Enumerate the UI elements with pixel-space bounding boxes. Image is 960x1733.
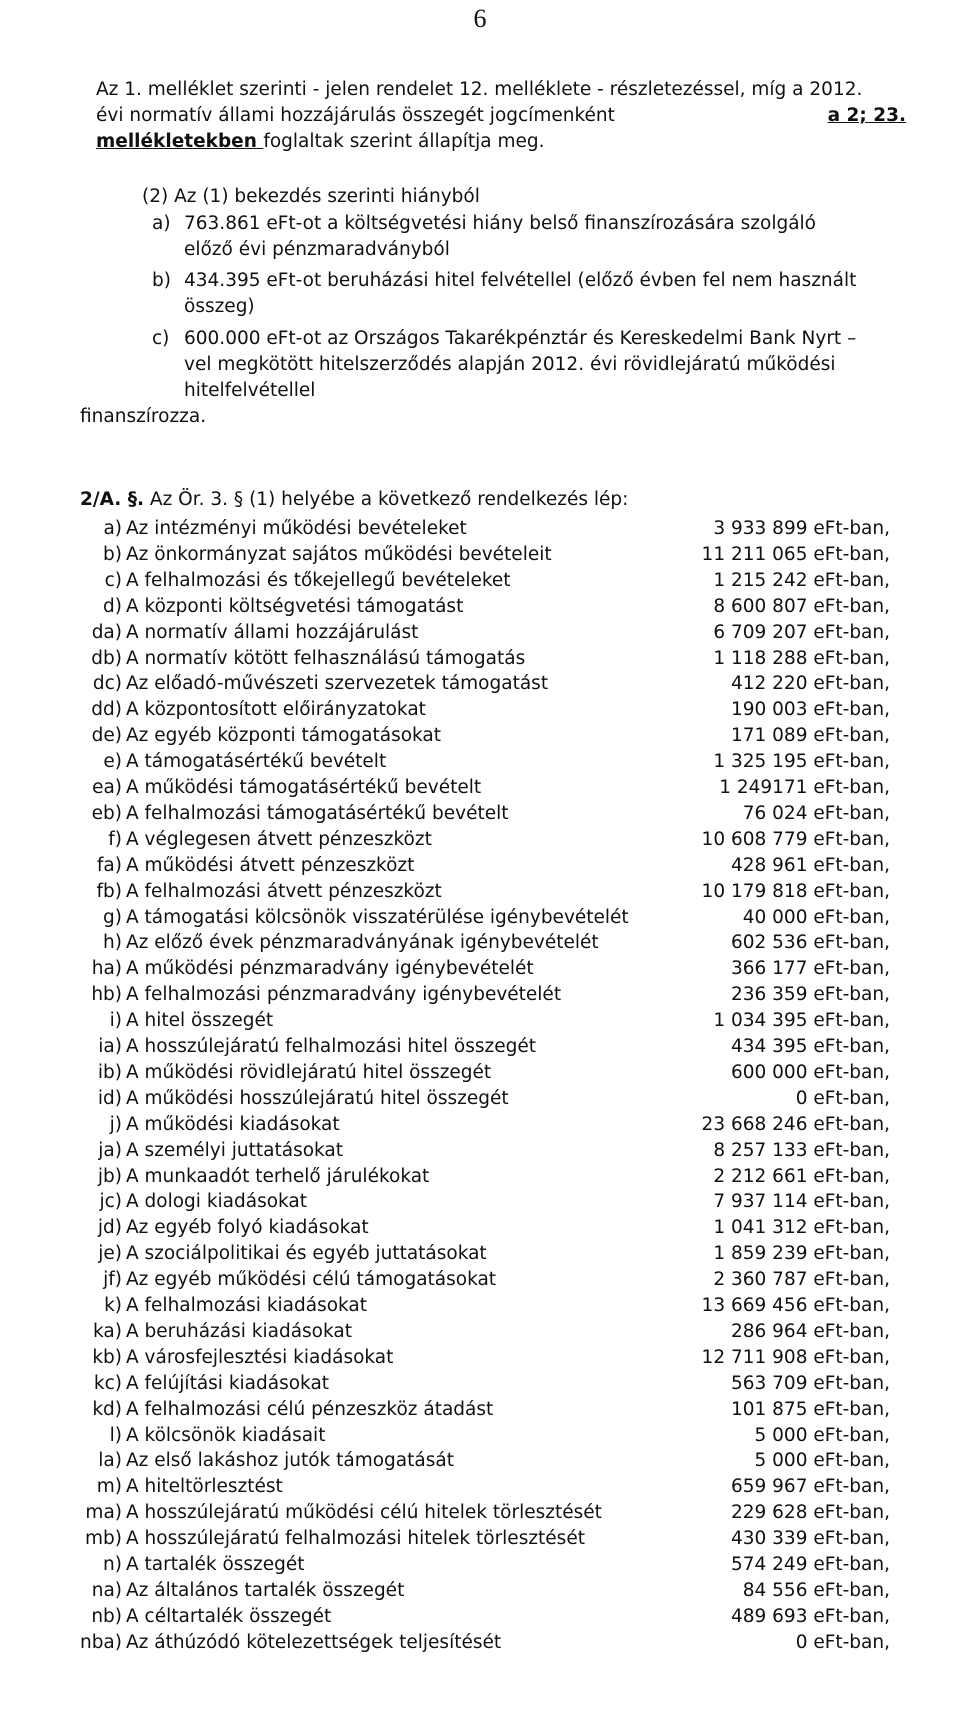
item-value: 1 249171 eFt-ban, [719, 777, 890, 798]
list-item [0, 775, 960, 801]
para2-b-label: b) [152, 270, 171, 291]
item-text: A hiteltörlesztést [126, 1476, 283, 1498]
item-text: A hosszúlejáratú felhalmozási hitel összegét [126, 1036, 536, 1057]
list-item [0, 594, 960, 620]
item-value: 0 eFt-ban, [795, 1087, 890, 1109]
item-label: dd) [91, 699, 122, 721]
item-label: kc) [93, 1372, 122, 1394]
item-text: A működési átvett pénzeszközt [126, 854, 415, 876]
item-label: j) [109, 1113, 122, 1135]
item-label: da) [91, 621, 122, 643]
item-text: A kölcsönök kiadásait [126, 1424, 326, 1446]
item-label: k) [104, 1295, 122, 1316]
item-value: 11 211 065 eFt-ban, [701, 543, 890, 565]
list-item [0, 1112, 960, 1138]
item-value: 40 000 eFt-ban, [742, 906, 890, 928]
item-value: 563 709 eFt-ban, [730, 1372, 890, 1394]
para2-b-line2: összeg) [184, 296, 255, 317]
intro-line-3 [96, 129, 545, 155]
item-value: 190 003 eFt-ban, [730, 699, 890, 721]
list-item [0, 1552, 960, 1578]
item-value: 76 024 eFt-ban, [742, 802, 890, 824]
para2-heading: (2) Az (1) bekezdés szerinti hiányból [142, 186, 480, 207]
item-label: fb) [96, 880, 122, 902]
item-text: A felhalmozási támogatásértékű bevételt [126, 802, 509, 824]
list-item [0, 1267, 960, 1293]
item-value: 412 220 eFt-ban, [730, 673, 890, 695]
item-label: la) [98, 1450, 122, 1472]
item-value: 430 339 eFt-ban, [730, 1528, 890, 1550]
item-text: A normatív kötött felhasználású támogatás [126, 647, 526, 669]
item-text: Az első lakáshoz jutók támogatását [126, 1450, 454, 1472]
item-label: db) [91, 647, 122, 669]
item-label: jc) [99, 1191, 122, 1213]
item-label: fa) [96, 854, 122, 876]
list-item [0, 646, 960, 672]
item-value: 434 395 eFt-ban, [730, 1036, 890, 1057]
list-item [0, 879, 960, 905]
item-text: A támogatási kölcsönök visszatérülése igénybevételét [126, 906, 629, 928]
item-text: A központosított előirányzatokat [126, 699, 426, 721]
item-value: 428 961 eFt-ban, [730, 854, 890, 876]
list-item [0, 1319, 960, 1345]
item-value: 23 668 246 eFt-ban, [701, 1113, 890, 1135]
item-label: ka) [93, 1320, 122, 1342]
item-value: 12 711 908 eFt-ban, [701, 1346, 890, 1368]
item-value: 13 669 456 eFt-ban, [701, 1295, 890, 1316]
item-text: A felhalmozási célú pénzeszköz átadást [126, 1398, 494, 1420]
item-label: g) [103, 906, 122, 928]
item-value: 8 600 807 eFt-ban, [713, 595, 890, 617]
item-text: A felhalmozási kiadásokat [126, 1295, 368, 1316]
item-text: A működési kiadásokat [126, 1113, 340, 1135]
list-item [0, 1293, 960, 1319]
item-value: 659 967 eFt-ban, [730, 1476, 890, 1498]
item-text: Az általános tartalék összegét [126, 1579, 405, 1601]
item-value: 101 875 eFt-ban, [730, 1398, 890, 1420]
item-label: ia) [98, 1036, 122, 1057]
item-value: 286 964 eFt-ban, [730, 1320, 890, 1342]
item-label: mb) [85, 1528, 122, 1550]
para2-a-label: a) [152, 213, 171, 234]
item-text: A céltartalék összegét [126, 1605, 332, 1627]
item-label: nb) [91, 1605, 122, 1627]
item-label: d) [103, 595, 122, 617]
item-value: 1 034 395 eFt-ban, [713, 1010, 890, 1032]
list-item [0, 1397, 960, 1423]
item-text: A városfejlesztési kiadásokat [126, 1346, 394, 1368]
list-item [0, 516, 960, 542]
item-label: a) [103, 518, 122, 539]
list-item [0, 1164, 960, 1190]
item-value: 602 536 eFt-ban, [730, 932, 890, 954]
item-value: 600 000 eFt-ban, [730, 1061, 890, 1083]
list-item [0, 853, 960, 879]
item-value: 7 937 114 eFt-ban, [713, 1191, 890, 1213]
list-item [0, 1578, 960, 1604]
item-label: ea) [92, 777, 122, 798]
item-text: A hosszúlejáratú felhalmozási hitelek törlesztését [126, 1528, 585, 1550]
item-label: kb) [92, 1346, 122, 1368]
list-item [0, 1604, 960, 1630]
item-label: de) [91, 725, 122, 747]
item-text: A hitel összegét [126, 1010, 274, 1032]
list-item [0, 1345, 960, 1371]
item-value: 84 556 eFt-ban, [742, 1579, 890, 1601]
item-value: 1 215 242 eFt-ban, [713, 569, 890, 591]
section-number: 2/A. §. [80, 489, 145, 510]
item-text: A tartalék összegét [126, 1554, 305, 1575]
para2-b-line1: 434.395 eFt-ot beruházási hitel felvétellel (előző évben fel nem használt [184, 270, 857, 291]
intro-line-2-text: évi normatív állami hozzájárulás összegét jogcímenként [96, 105, 615, 126]
item-value: 1 041 312 eFt-ban, [713, 1217, 890, 1239]
item-value: 1 325 195 eFt-ban, [713, 751, 890, 773]
list-item [0, 1630, 960, 1656]
item-text: A működési rövidlejáratú hitel összegét [126, 1061, 492, 1083]
list-item [0, 1008, 960, 1034]
list-item [0, 1138, 960, 1164]
item-value: 229 628 eFt-ban, [730, 1502, 890, 1524]
list-item [0, 1060, 960, 1086]
list-item [0, 801, 960, 827]
item-text: A működési hosszúlejáratú hitel összegét [126, 1087, 509, 1109]
list-item [0, 930, 960, 956]
item-text: Az egyéb működési célú támogatásokat [126, 1269, 497, 1291]
item-label: dc) [92, 673, 122, 695]
item-value: 3 933 899 eFt-ban, [713, 518, 890, 539]
item-text: Az intézményi működési bevételeket [126, 518, 467, 539]
list-item [0, 1034, 960, 1060]
item-value: 10 179 818 eFt-ban, [701, 880, 890, 902]
item-label: f) [108, 828, 122, 850]
para2-c-line2: vel megkötött hitelszerződés alapján 2012. évi rövidlejáratú működési [184, 354, 836, 375]
item-value: 366 177 eFt-ban, [730, 958, 890, 980]
intro-line-2 [96, 103, 906, 129]
item-text: A támogatásértékű bevételt [126, 751, 387, 773]
list-item [0, 1215, 960, 1241]
item-text: Az áthúzódó kötelezettségek teljesítését [126, 1631, 502, 1653]
item-label: h) [103, 932, 122, 954]
item-text: A felhalmozási és tőkejellegű bevételeket [126, 569, 511, 591]
item-text: Az egyéb központi támogatásokat [126, 725, 442, 747]
item-text: Az egyéb folyó kiadásokat [126, 1217, 369, 1239]
item-value: 171 089 eFt-ban, [730, 725, 890, 747]
item-label: hb) [91, 984, 122, 1006]
section-heading [80, 487, 628, 513]
list-item [0, 956, 960, 982]
list-item [0, 1423, 960, 1449]
item-value: 2 360 787 eFt-ban, [713, 1269, 890, 1291]
item-label: jb) [97, 1165, 122, 1187]
list-item [0, 1500, 960, 1526]
item-label: eb) [91, 802, 122, 824]
item-value: 6 709 207 eFt-ban, [713, 621, 890, 643]
list-item [0, 827, 960, 853]
list-item [0, 1086, 960, 1112]
item-text: A normatív állami hozzájárulást [126, 621, 419, 643]
item-label: ib) [97, 1061, 122, 1083]
item-value: 5 000 eFt-ban, [754, 1424, 890, 1446]
list-item [0, 1371, 960, 1397]
item-text: A szociálpolitikai és egyéb juttatásokat [126, 1243, 487, 1265]
item-label: ma) [85, 1502, 122, 1524]
item-text: A felújítási kiadásokat [126, 1372, 330, 1394]
item-label: e) [103, 751, 122, 773]
list-item [0, 568, 960, 594]
item-text: A működési támogatásértékű bevételt [126, 777, 482, 798]
item-label: je) [98, 1243, 122, 1265]
list-item [0, 1526, 960, 1552]
item-text: A felhalmozási átvett pénzeszközt [126, 880, 442, 902]
item-value: 2 212 661 eFt-ban, [713, 1165, 890, 1187]
item-text: A hosszúlejáratú működési célú hitelek törlesztését [126, 1502, 602, 1524]
item-label: nba) [79, 1631, 122, 1653]
item-value: 489 693 eFt-ban, [730, 1605, 890, 1627]
item-text: A beruházási kiadásokat [126, 1320, 352, 1342]
list-item [0, 671, 960, 697]
item-label: c) [104, 569, 122, 591]
list-item [0, 697, 960, 723]
item-label: jd) [97, 1217, 122, 1239]
item-text: A munkaadót terhelő járulékokat [126, 1165, 430, 1187]
item-label: i) [109, 1010, 122, 1032]
para2-a-line1: 763.861 eFt-ot a költségvetési hiány belső finanszírozására szolgáló [184, 213, 816, 234]
list-item [0, 905, 960, 931]
item-text: A dologi kiadásokat [126, 1191, 308, 1213]
item-value: 0 eFt-ban, [795, 1631, 890, 1653]
item-text: A felhalmozási pénzmaradvány igénybevételét [126, 984, 562, 1006]
item-text: A központi költségvetési támogatást [126, 595, 464, 617]
item-label: na) [91, 1579, 122, 1601]
item-value: 236 359 eFt-ban, [730, 984, 890, 1006]
item-value: 574 249 eFt-ban, [730, 1554, 890, 1575]
intro-line-1: Az 1. melléklet szerinti - jelen rendelet 12. melléklete - részletezéssel, míg a 2012. [96, 79, 863, 100]
item-value: 5 000 eFt-ban, [754, 1450, 890, 1472]
intro-annex-reference: a 2; 23. [827, 105, 906, 126]
item-value: 8 257 133 eFt-ban, [713, 1139, 890, 1161]
item-label: jf) [103, 1269, 122, 1291]
section-heading-text: Az Ör. 3. § (1) helyébe a következő rendelkezés lép: [144, 489, 629, 510]
item-text: A működési pénzmaradvány igénybevételét [126, 958, 534, 980]
item-label: kd) [92, 1398, 122, 1420]
item-label: ja) [98, 1139, 122, 1161]
list-item [0, 749, 960, 775]
list-item [0, 723, 960, 749]
para2-c-label: c) [152, 328, 170, 349]
list-item [0, 1474, 960, 1500]
intro-annex-word: mellékletekben [96, 131, 264, 152]
para2-c-line1: 600.000 eFt-ot az Országos Takarékpénztár és Kereskedelmi Bank Nyrt – [184, 328, 857, 349]
item-value: 10 608 779 eFt-ban, [701, 828, 890, 850]
list-item [0, 1241, 960, 1267]
list-item [0, 1189, 960, 1215]
list-item [0, 982, 960, 1008]
item-label: l) [109, 1424, 122, 1446]
item-label: b) [103, 543, 122, 565]
list-item [0, 542, 960, 568]
list-item [0, 1448, 960, 1474]
item-text: Az előadó-művészeti szervezetek támogatást [126, 673, 549, 695]
item-label: ha) [91, 958, 122, 980]
item-text: A véglegesen átvett pénzeszközt [126, 828, 432, 850]
item-text: Az előző évek pénzmaradványának igénybevételét [126, 932, 599, 954]
page-number: 6 [473, 4, 487, 33]
para2-c-line3: hitelfelvétellel [184, 380, 316, 401]
list-item [0, 620, 960, 646]
item-label: n) [103, 1554, 122, 1575]
item-value: 1 118 288 eFt-ban, [713, 647, 890, 669]
item-label: id) [97, 1087, 122, 1109]
intro-line-3-text: foglaltak szerint állapítja meg. [263, 131, 545, 152]
item-label: m) [96, 1476, 122, 1498]
para2-a-line2: előző évi pénzmaradványból [184, 239, 450, 260]
item-text: A személyi juttatásokat [126, 1139, 344, 1161]
item-value: 1 859 239 eFt-ban, [713, 1243, 890, 1265]
item-text: Az önkormányzat sajátos működési bevételeit [126, 543, 552, 565]
para2-closing: finanszírozza. [80, 406, 207, 427]
